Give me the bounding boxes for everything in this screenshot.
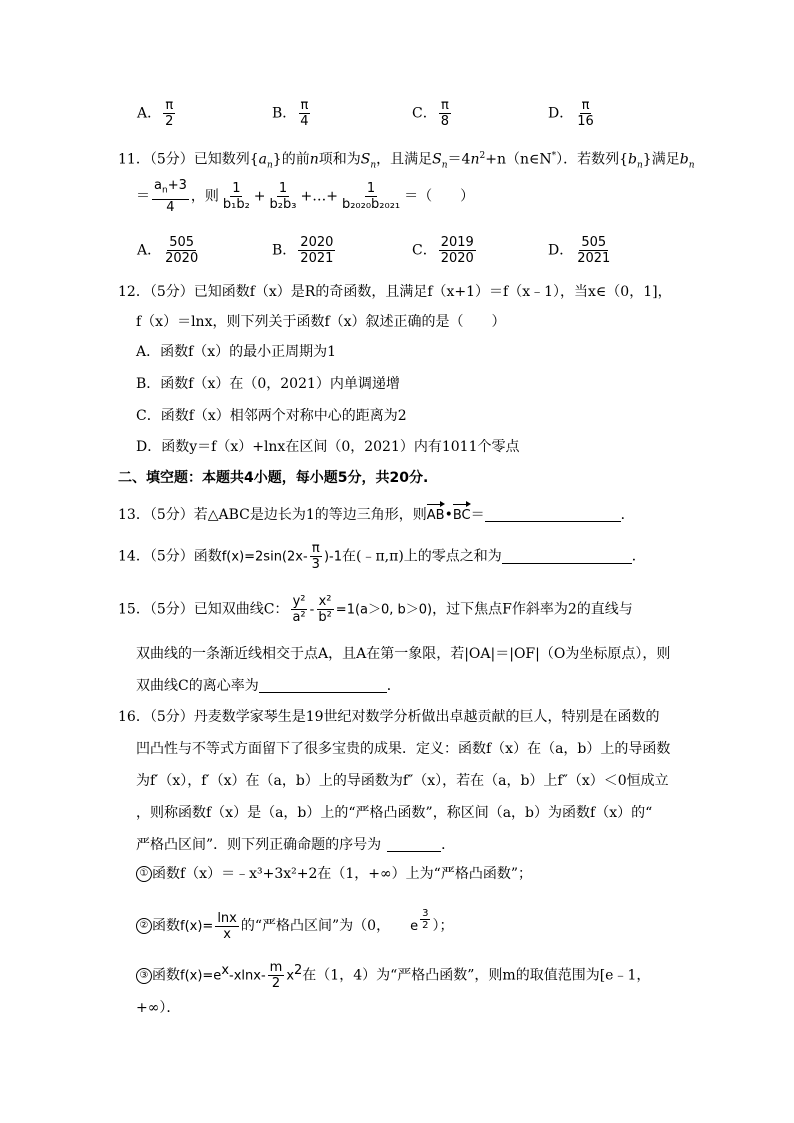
q16-item-3-line2: +∞）． [136,1000,181,1016]
q10-option-c[interactable]: C． $\frac{\pi}{8}$ [412,98,449,129]
q12-stem-line2: f（x）＝lnx，则下列关于函数f（x）叙述正确的是（ ） [136,314,506,330]
q11-option-a[interactable]: A． $\frac{505}{2020}$ [137,235,199,266]
q11-stem-line1: 11．（5分）已知数列$\{a_n\}$的前n项和为$S_n$，且满足$S_n=4n^2+n(n\in N^*)$．若数列$\{b_n\}$满足$b_n$ [118,151,695,171]
q16-item-1: ① 函数f（x）＝﹣x³+3x²+2在（1，+∞）上为“严格凸函数”； [136,864,532,884]
q16-item-3: ③ 函数$f(x)=e^x-xlnx-$ $\frac{m}{2}$ $x^2$在（1，4）为“严格凸函数”，则m的取值范围为[e﹣1， [136,960,650,991]
q16-stem-line3: 为f′（x），f′（x）在（a，b）上的导函数为f″（x），若在（a，b）上f″（x）＜0恒成立 [136,773,669,789]
circled-three: ③ [136,968,152,984]
q11-option-c[interactable]: C． $\frac{2019}{2020}$ [412,235,474,266]
q10-option-a[interactable]: A． $\frac{\pi}{2}$ [137,98,174,129]
q11-option-d[interactable]: D． $\frac{505}{2021}$ [548,235,611,266]
q13-answer-blank[interactable] [485,507,621,522]
q12-stem-line1: 12．（5分）已知函数f（x）是R的奇函数，且满足f（x+1）＝f（x﹣1），当x∈（0，1]， [118,284,672,300]
q13-stem: 13．（5分）若△ABC是边长为1的等边三角形，则AB•BC＝ ． [118,505,635,526]
q16-item-2: ② 函数f(x)= $\frac{\ln x}{x}$ 的“严格凸区间”为（0， e $\frac{3}{2}$ ）； [136,908,453,942]
q12-option-d[interactable]: D．函数y＝f（x）+lnx在区间（0，2021）内有1011个零点 [136,439,520,455]
q11-option-b[interactable]: B． $\frac{2020}{2021}$ [272,235,334,266]
q16-stem-line2: 凹凸性与不等式方面留下了很多宝贵的成果．定义：函数f（x）在（a，b）上的导函数 [136,741,671,757]
q14-stem: 14．（5分）函数f(x)=2sin(2x- $\frac{\pi}{3}$ )-1在(﹣π,π)上的零点之和为 ． [118,541,646,572]
q12-option-b[interactable]: B．函数f（x）在（0，2021）内单调递增 [136,376,400,392]
q16-stem-line1: 16．（5分）丹麦数学家琴生是19世纪对数学分析做出卓越贡献的巨人，特别是在函数的 [118,709,660,725]
section-heading-fill-in: 二、填空题：本题共4小题，每小题5分，共20分. [118,470,429,486]
q11-stem-line2: ＝ $\frac{a_n+3}{4}$ ，则 $\frac{1}{\text{b₁b₂}}$ + $\frac{1}{\text{b₂b₃}}$ +…+ $\frac{1}{\text{b₂₀₂₀b₂₀₂₁}}$ ＝（ ） [136,178,475,215]
q10-option-d[interactable]: D． $\frac{\pi}{16}$ [548,98,594,129]
q16-stem-line5: 严格凸区间”．则下列正确命题的序号为 ． [136,837,456,853]
circled-one: ① [136,866,152,882]
q12-option-a[interactable]: A．函数f（x）的最小正周期为1 [136,344,337,360]
q12-option-c[interactable]: C．函数f（x）相邻两个对称中心的距离为2 [136,408,407,424]
q15-answer-blank[interactable] [259,678,387,693]
q14-answer-blank[interactable] [502,549,632,564]
q16-stem-line4: ，则称函数f（x）是（a，b）上的“严格凸函数”，称区间（a，b）为函数f（x）的“ [136,805,653,821]
q16-answer-blank[interactable] [387,837,441,852]
circled-two: ② [136,918,152,934]
q15-stem-line2: 双曲线的一条渐近线相交于点A，且A在第一象限，若|OA|＝|OF|（O为坐标原点），则 [136,646,671,662]
q10-option-b[interactable]: B． $\frac{\pi}{4}$ [272,98,309,129]
q15-stem-line1: 15．（5分）已知双曲线C： $\frac{\text{y²}}{\text{a²}}$ - $\frac{\text{x²}}{\text{b²}}$ =1(a＞0, b＞0)，过下焦点F作斜率为2的直线与 [118,594,633,625]
q15-stem-line3: 双曲线C的离心率为 ． [136,678,401,694]
